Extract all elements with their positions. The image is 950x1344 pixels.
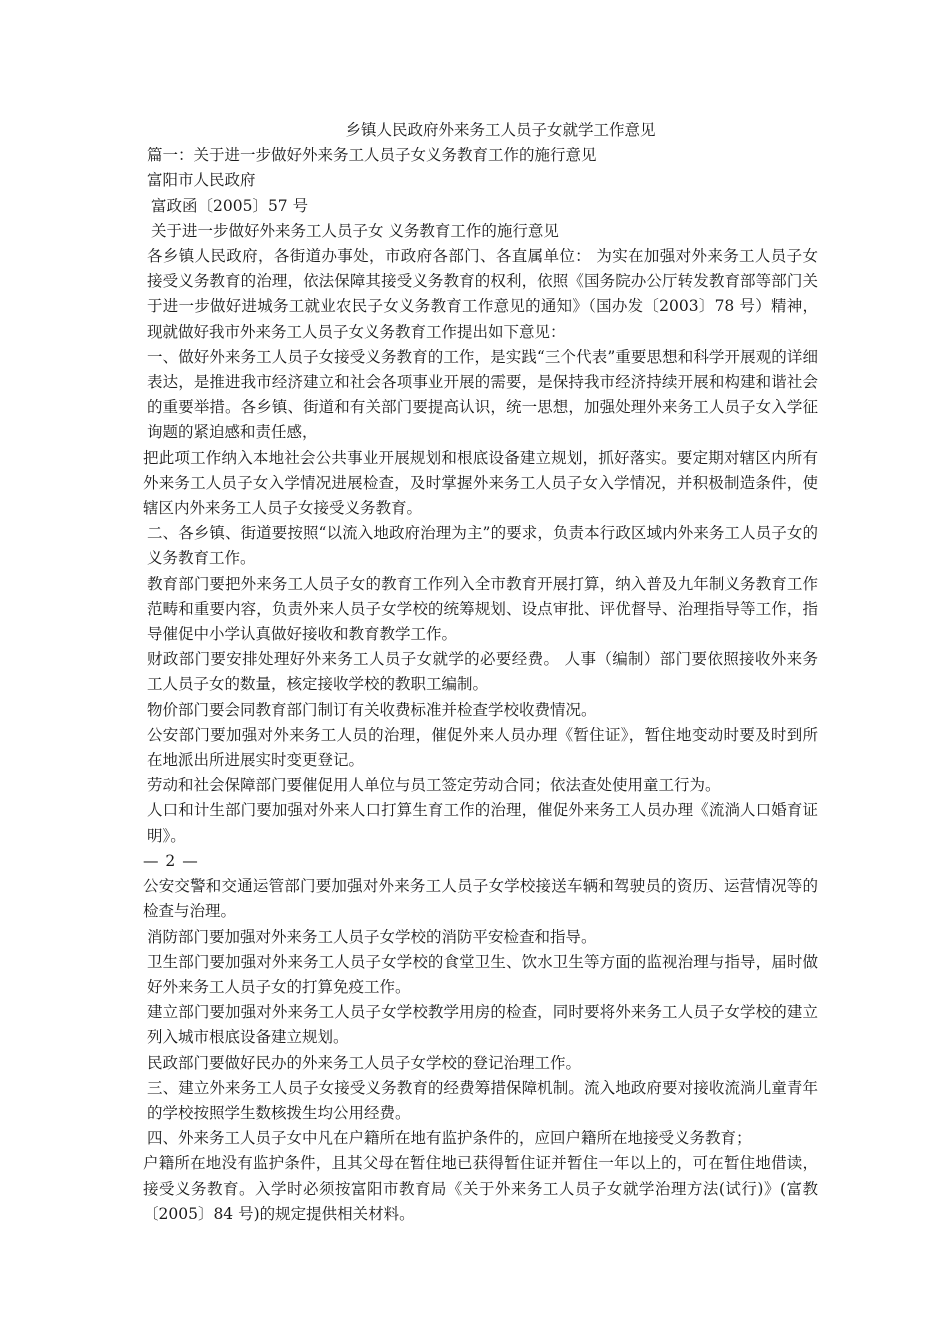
paragraph-construction-dept: 建立部门要加强对外来务工人员子女学校教学用房的检查，同时要将外来务工人员子女学校的建立列入城市根底设备建立规划。 xyxy=(147,1003,818,1047)
paragraph-price-dept: 物价部门要会同教育部门制订有关收费标准并检查学校收费情况。 xyxy=(147,700,597,719)
paragraph-point-two: 二、各乡镇、街道要按照“以流入地政府治理为主”的要求，负责本行政区域内外来务工人员子女的义务教育工作。 xyxy=(147,524,818,568)
paragraph-population-dept: 人口和计生部门要加强对外来人口打算生育工作的治理，催促外来务工人员办理《流淌人口婚育证明》。 xyxy=(147,801,818,845)
paragraph-point-four-cont: 户籍所在地没有监护条件，且其父母在暂住地已获得暂住证并暂住一年以上的，可在暂住地借读，接受义务教育。入学时必须按富阳市教育局《关于外来务工人员子女就学治理方法(试行)》(富教〔2005〕84 号)的规定提供相关材料。 xyxy=(143,1154,818,1223)
paragraph-point-three: 三、建立外来务工人员子女接受义务教育的经费筹措保障机制。流入地政府要对接收流淌儿童青年的学校按照学生数核拨生均公用经费。 xyxy=(147,1078,818,1122)
paragraph-addressees: 各乡镇人民政府，各街道办事处，市政府各部门、各直属单位： 为实在加强对外来务工人员子女接受义务教育的治理，依法保障其接受义务教育的权利，依照《国务院办公厅转发教育部等部门关于进一步做好进城务工就业农民子女义务教育工作意见的通知》（国办发〔2003〕78 号）精神，现就做好我市外来务工人员子女义务教育工作提出如下意见： xyxy=(147,247,818,341)
paragraph-point-four: 四、外来务工人员子女中凡在户籍所在地有监护条件的，应回户籍所在地接受义务教育； xyxy=(147,1129,752,1148)
paragraph-education-dept: 教育部门要把外来务工人员子女的教育工作列入全市教育开展打算，纳入普及九年制义务教育工作范畴和重要内容，负责外来人员子女学校的统筹规划、设点审批、评优督导、治理指导等工作，指导催促中小学认真做好接收和教育教学工作。 xyxy=(147,574,818,644)
paragraph-health-dept: 卫生部门要加强对外来务工人员子女学校的食堂卫生、饮水卫生等方面的监视治理与指导，届时做好外来务工人员子女的打算免疫工作。 xyxy=(147,952,818,996)
section-heading: 篇一：关于进一步做好外来务工人员子女义务教育工作的施行意见 xyxy=(147,146,597,165)
paragraph-police-dept: 公安部门要加强对外来务工人员的治理，催促外来人员办理《暂住证》，暂住地变动时要及时到所在地派出所进展实时变更登记。 xyxy=(147,725,818,770)
document-title: 乡镇人民政府外来务工人员子女就学工作意见 xyxy=(345,121,656,139)
paragraph-fire-dept: 消防部门要加强对外来务工人员子女学校的消防平安检查和指导。 xyxy=(147,927,597,946)
page-number: — 2 — xyxy=(143,851,199,870)
document-page xyxy=(143,118,818,1227)
paragraph-traffic-dept: 公安交警和交通运管部门要加强对外来务工人员子女学校接送车辆和驾驶员的资历、运营情况等的检查与治理。 xyxy=(143,877,818,921)
document-number: 富政函〔2005〕57 号 xyxy=(151,196,309,215)
issuing-authority: 富阳市人民政府 xyxy=(147,171,256,190)
paragraph-point-one-cont: 把此项工作纳入本地社会公共事业开展规划和根底设备建立规划，抓好落实。要定期对辖区内所有外来务工人员子女入学情况进展检查，及时掌握外来务工人员子女入学情况，并积极制造条件，使辖区内外来务工人员子女接受义务教育。 xyxy=(143,448,818,518)
paragraph-point-one: 一、做好外来务工人员子女接受义务教育的工作，是实践“三个代表”重要思想和科学开展观的详细表达，是推进我市经济建立和社会各项事业开展的需要，是保持我市经济持续开展和构建和谐社会的重要举措。各乡镇、街道和有关部门要提高认识，统一思想，加强处理外来务工人员子女入学征询题的紧迫感和责任感， xyxy=(147,347,818,442)
paragraph-civil-affairs-dept: 民政部门要做好民办的外来务工人员子女学校的登记治理工作。 xyxy=(147,1053,582,1072)
document-subtitle: 关于进一步做好外来务工人员子女 义务教育工作的施行意见 xyxy=(151,221,559,240)
paragraph-finance-dept: 财政部门要安排处理好外来务工人员子女就学的必要经费。 人事（编制）部门要依照接收外来务工人员子女的数量，核定接收学校的教职工编制。 xyxy=(147,650,818,694)
paragraph-labor-dept: 劳动和社会保障部门要催促用人单位与员工签定劳动合同；依法查处使用童工行为。 xyxy=(147,776,721,795)
